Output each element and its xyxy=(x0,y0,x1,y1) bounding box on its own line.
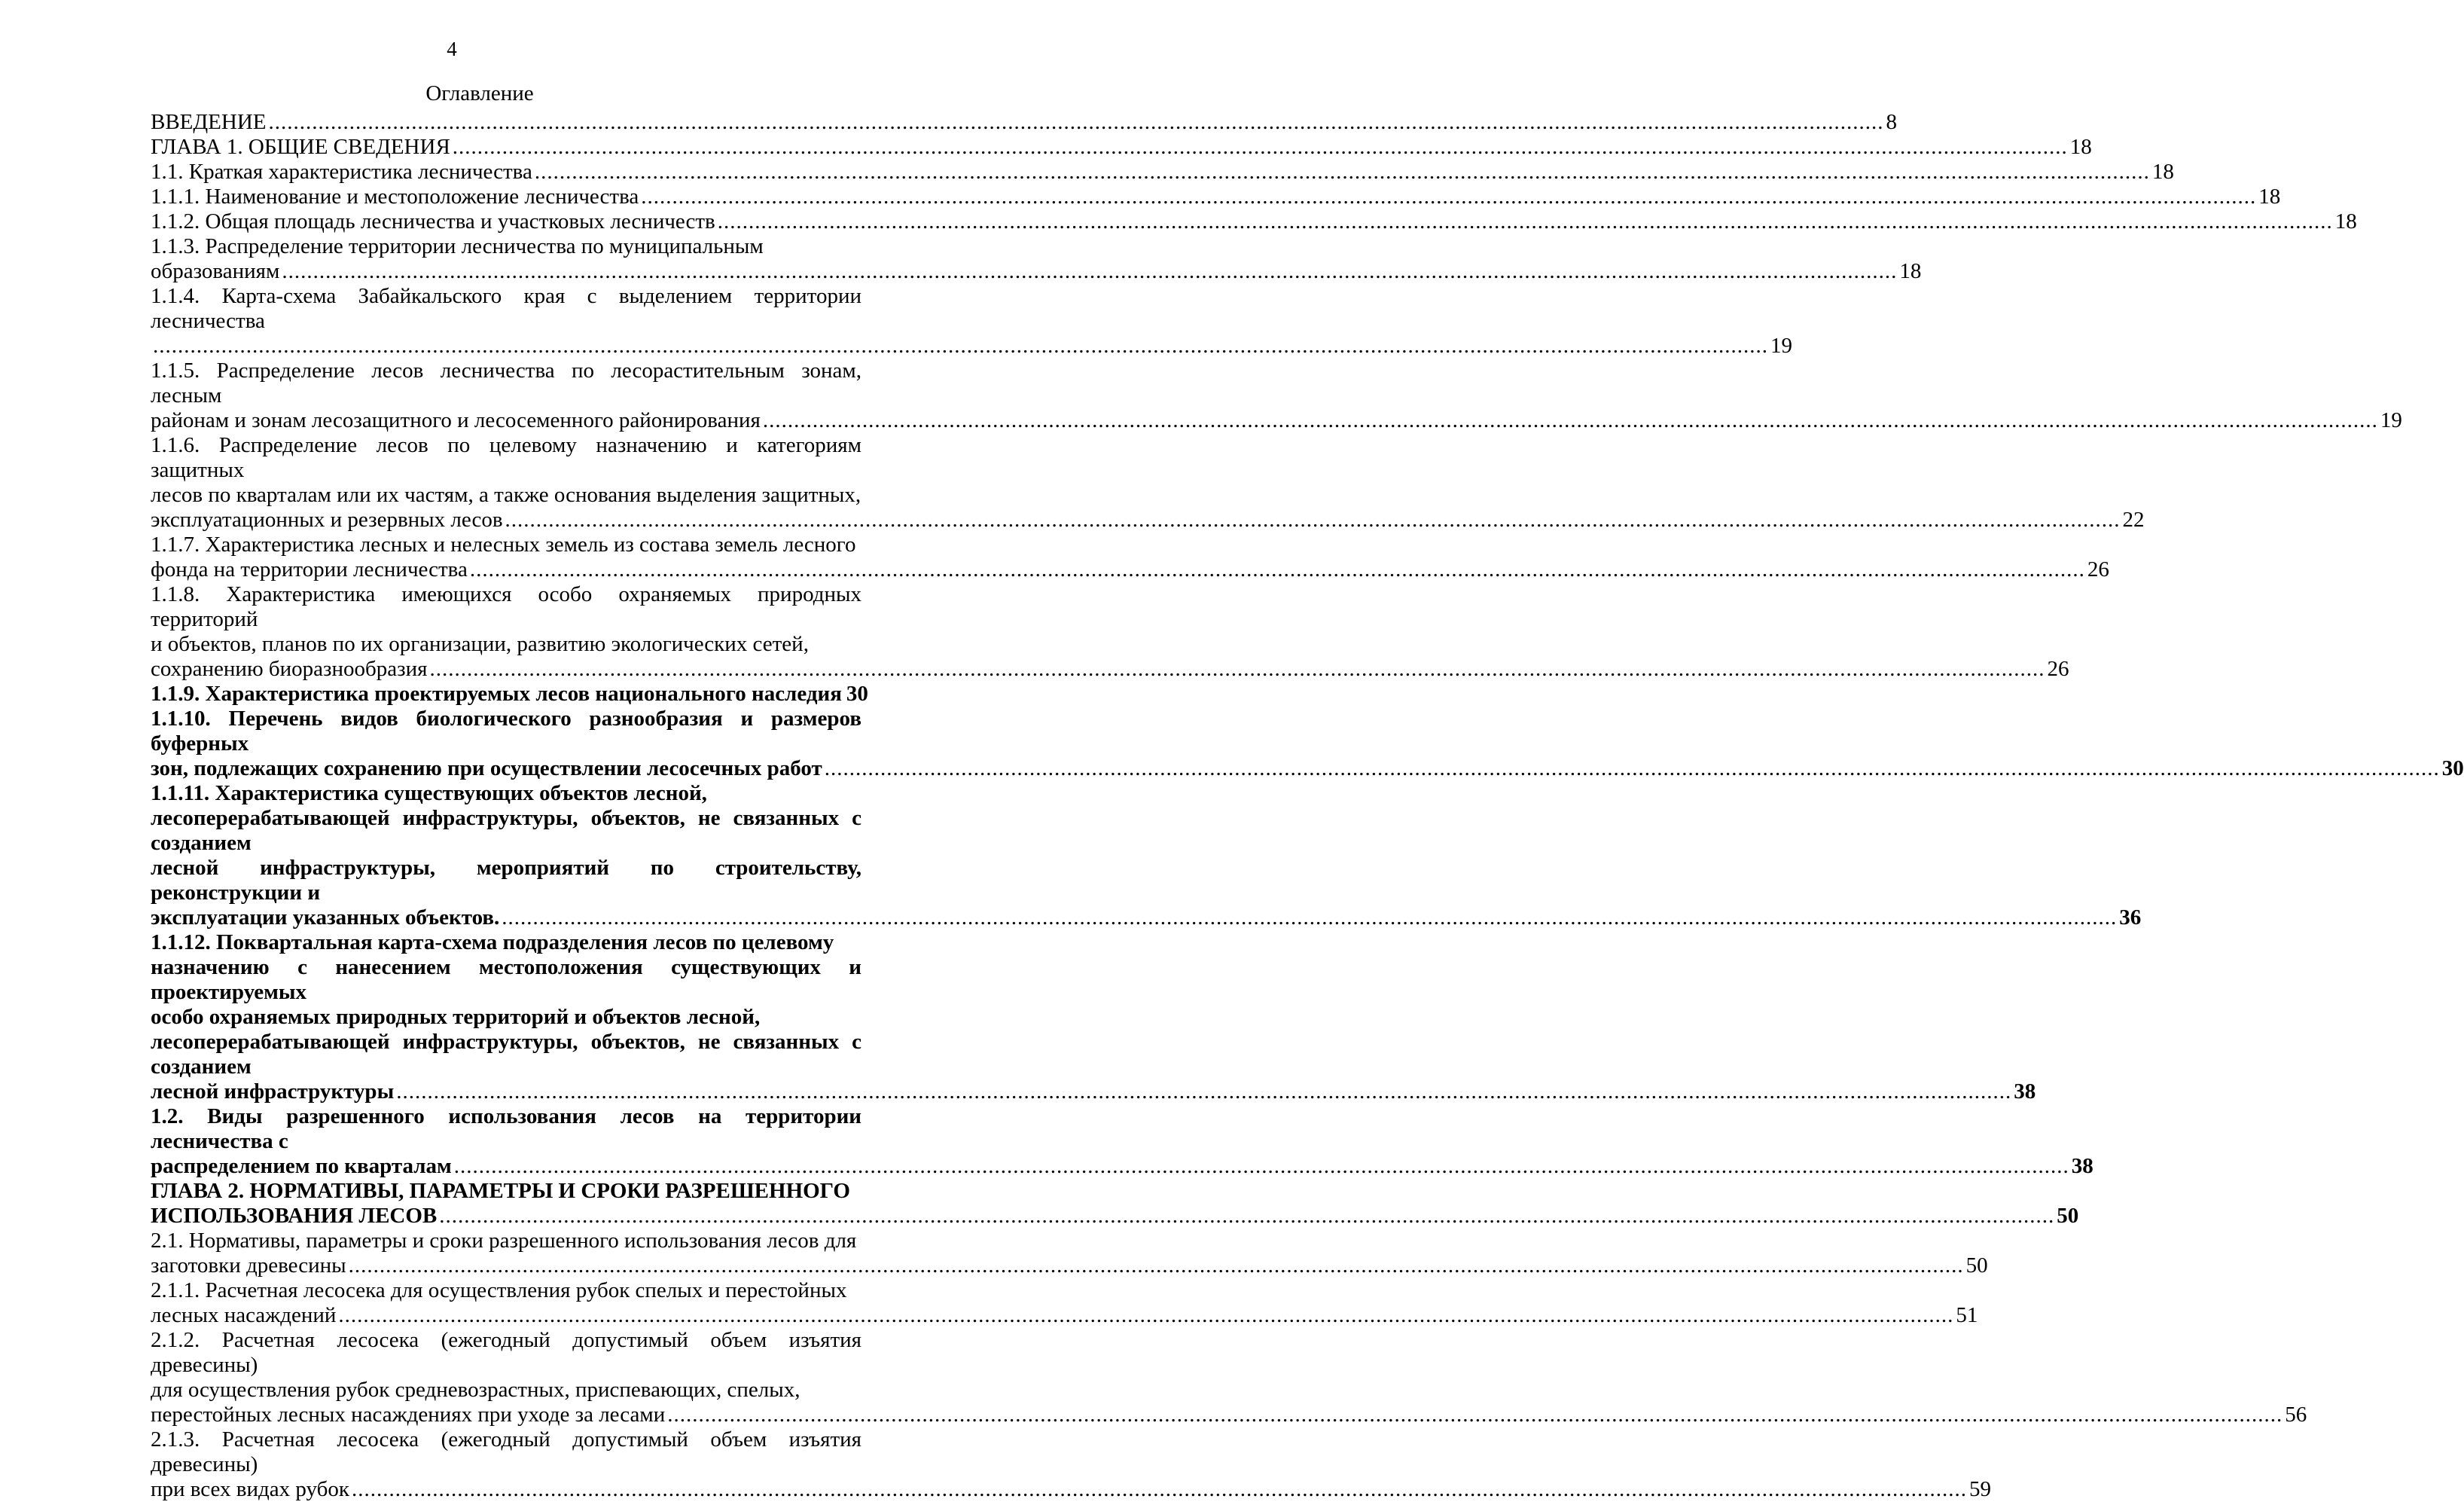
toc-entry-page: 22 xyxy=(2122,508,2145,532)
toc-entry-line: назначению с нанесением местоположения существующих и проектируемых xyxy=(151,955,861,1004)
toc-entry-title: сохранению биоразнообразия xyxy=(151,657,428,681)
toc-entry[interactable] xyxy=(151,284,1792,359)
leader-dots: .................................................................................................................................................................................................................................................................... xyxy=(534,160,2150,184)
toc-entry[interactable] xyxy=(151,234,1922,284)
toc-entry-title: ГЛАВА 1. ОБЩИЕ СВЕДЕНИЯ xyxy=(151,135,450,159)
toc-entry-title: ВВЕДЕНИЕ xyxy=(151,110,267,134)
toc-entry-line: 1.1.7. Характеристика лесных и нелесных земель из состава земель лесного xyxy=(151,533,856,557)
leader-dots: .................................................................................................................................................................................................................................................................... xyxy=(282,259,1898,283)
toc-entry-page: 50 xyxy=(1965,1253,1988,1278)
toc-entry[interactable] xyxy=(151,110,1897,135)
toc-entry-page: 38 xyxy=(2014,1079,2036,1104)
leader-dots: .................................................................................................................................................................................................................................................................... xyxy=(453,1154,2069,1178)
toc-entry[interactable] xyxy=(151,1229,1988,1278)
toc-entry-title: районам и зонам лесозащитного и лесосеменного районирования xyxy=(151,408,761,432)
toc-entry-last-line xyxy=(151,334,1792,359)
toc-entry-title: ИСПОЛЬЗОВАНИЯ ЛЕСОВ xyxy=(151,1204,438,1228)
toc-entry-last-line xyxy=(151,135,2092,160)
toc-entry-page: 19 xyxy=(1770,334,1792,358)
toc-entry[interactable] xyxy=(151,1278,1978,1328)
toc-entry[interactable] xyxy=(151,185,2281,209)
leader-dots: .................................................................................................................................................................................................................................................................... xyxy=(667,1403,2283,1427)
toc-entry[interactable] xyxy=(151,433,2145,533)
toc-entry-line: лесоперерабатывающей инфраструктуры, объектов, не связанных с созданием xyxy=(151,1030,861,1079)
toc-entry-last-line xyxy=(151,185,2281,209)
toc-entry-title: фонда на территории лесничества xyxy=(151,557,468,582)
toc-entry-last-line xyxy=(151,408,2402,433)
toc-entry-line: 2.1. Нормативы, параметры и сроки разрешенного использования лесов для xyxy=(151,1229,857,1253)
toc-entry-title: 1.1. Краткая характеристика лесничества xyxy=(151,160,532,184)
toc-entry-last-line xyxy=(151,756,2464,781)
toc-entry-page: 18 xyxy=(1899,259,1922,283)
leader-dots: .................................................................................................................................................................................................................................................................... xyxy=(824,756,2440,780)
leader-dots: .................................................................................................................................................................................................................................................................... xyxy=(338,1303,1954,1327)
toc-entry-last-line xyxy=(151,905,2142,930)
toc-entry-last-line xyxy=(151,682,868,707)
toc-entry-line: для осуществления рубок средневозрастных, приспевающих, спелых, xyxy=(151,1378,800,1402)
toc-entry-page: 51 xyxy=(1956,1303,1978,1327)
toc-entry-title: эксплуатационных и резервных лесов xyxy=(151,508,503,532)
toc-entry[interactable] xyxy=(151,1427,1991,1502)
toc-entry-line: 1.1.5. Распределение лесов лесничества по лесорастительным зонам, лесным xyxy=(151,359,861,408)
toc-entry-title: распределением по кварталам xyxy=(151,1154,452,1178)
toc-entry[interactable] xyxy=(151,135,2092,160)
toc-entry-last-line xyxy=(151,557,2109,582)
toc-entry[interactable] xyxy=(151,707,2464,781)
leader-dots: .................................................................................................................................................................................................................................................................... xyxy=(502,905,2118,930)
toc-entry-line: 1.1.11. Характеристика существующих объектов лесной, xyxy=(151,781,707,805)
toc-entry-title: 1.1.2. Общая площадь лесничества и участковых лесничеств xyxy=(151,209,715,234)
toc-entry-last-line xyxy=(151,1303,1978,1328)
leader-dots: .................................................................................................................................................................................................................................................................... xyxy=(439,1204,2055,1228)
toc-entry[interactable] xyxy=(151,533,2109,582)
toc-entry-title: образованиям xyxy=(151,259,280,283)
toc-entry-page: 19 xyxy=(2380,408,2402,432)
toc-entry-last-line xyxy=(151,209,2357,234)
toc-entry-title: эксплуатации указанных объектов. xyxy=(151,905,500,930)
toc-entry[interactable] xyxy=(151,359,2402,433)
toc-entry-page: 38 xyxy=(2071,1154,2093,1178)
toc-entry-line: 1.1.10. Перечень видов биологического разнообразия и размеров буферных xyxy=(151,707,861,756)
toc-entry-page: 18 xyxy=(2151,160,2174,184)
toc-entry-page: 26 xyxy=(2087,557,2109,582)
leader-dots: .................................................................................................................................................................................................................................................................... xyxy=(505,508,2121,532)
toc-entry-last-line xyxy=(151,160,2174,185)
leader-dots: .................................................................................................................................................................................................................................................................... xyxy=(452,135,2068,159)
toc-entry-page: 18 xyxy=(2258,185,2281,209)
toc-entry-line: лесоперерабатывающей инфраструктуры, объектов, не связанных с созданием xyxy=(151,806,861,855)
toc-entry[interactable] xyxy=(151,1328,2307,1427)
toc-entry-line: ГЛАВА 2. НОРМАТИВЫ, ПАРАМЕТРЫ И СРОКИ РАЗРЕШЕННОГО xyxy=(151,1179,850,1203)
toc-entry-line: лесной инфраструктуры, мероприятий по строительству, реконструкции и xyxy=(151,856,861,905)
toc-entry-title: при всех видах рубок xyxy=(151,1477,349,1501)
toc-entry[interactable] xyxy=(151,582,2069,682)
toc-entry-line: 1.1.4. Карта-схема Забайкальского края с выделением территории лесничества xyxy=(151,284,861,333)
toc-entry-page: 8 xyxy=(1886,110,1897,134)
toc-entry-last-line xyxy=(151,1079,2036,1104)
toc-entry-page: 59 xyxy=(1968,1477,1991,1501)
toc-entry-title: зон, подлежащих сохранению при осуществлении лесосечных работ xyxy=(151,756,822,780)
toc-entry[interactable] xyxy=(151,930,2036,1104)
toc-title: Оглавление xyxy=(425,81,534,105)
toc-entry[interactable] xyxy=(151,682,868,707)
toc-entry[interactable] xyxy=(151,160,2174,185)
toc-entry-line: 2.1.1. Расчетная лесосека для осуществления рубок спелых и перестойных xyxy=(151,1278,847,1302)
toc-entry-last-line xyxy=(151,1204,2079,1229)
toc-entry-line: 1.1.8. Характеристика имеющихся особо охраняемых природных территорий xyxy=(151,582,861,631)
toc-entry[interactable] xyxy=(151,1104,2093,1179)
toc-entry[interactable] xyxy=(151,781,2142,930)
toc-entry-title: лесных насаждений xyxy=(151,1303,337,1327)
toc-entry-line: 1.1.6. Распределение лесов по целевому назначению и категориям защитных xyxy=(151,433,861,482)
toc-entry-page: 18 xyxy=(2334,209,2357,234)
toc-entry-line: 1.2. Виды разрешенного использования лесов на территории лесничества с xyxy=(151,1104,861,1153)
page-number: 4 xyxy=(447,38,457,60)
table-of-contents xyxy=(151,110,2464,1502)
toc-entry[interactable] xyxy=(151,209,2357,234)
toc-entry-page: 50 xyxy=(2057,1204,2079,1228)
toc-entry-title: 1.1.9. Характеристика проектируемых лесов национального наследия xyxy=(151,682,842,706)
leader-dots: .................................................................................................................................................................................................................................................................... xyxy=(268,110,1884,134)
toc-entry-title: перестойных лесных насаждениях при уходе за лесами xyxy=(151,1403,666,1427)
toc-entry-page: 30 xyxy=(2441,756,2464,780)
toc-entry-last-line xyxy=(151,1154,2093,1179)
toc-entry-line: 1.1.3. Распределение территории лесничества по муниципальным xyxy=(151,234,764,258)
toc-entry-last-line xyxy=(151,508,2145,533)
toc-entry-page: 18 xyxy=(2069,135,2092,159)
toc-entry-line: особо охраняемых природных территорий и объектов лесной, xyxy=(151,1005,761,1029)
leader-dots: .................................................................................................................................................................................................................................................................... xyxy=(641,185,2257,209)
leader-dots: .................................................................................................................................................................................................................................................................... xyxy=(429,657,2045,681)
toc-entry-last-line xyxy=(151,259,1922,284)
toc-entry-title: заготовки древесины xyxy=(151,1253,346,1278)
toc-entry-last-line xyxy=(151,657,2069,682)
toc-entry-page: 26 xyxy=(2047,657,2069,681)
leader-dots: .................................................................................................................................................................................................................................................................... xyxy=(348,1253,1964,1278)
toc-entry-last-line xyxy=(151,1253,1988,1278)
toc-entry-last-line xyxy=(151,110,1897,135)
leader-dots: .................................................................................................................................................................................................................................................................... xyxy=(351,1477,1967,1501)
toc-entry-page: 36 xyxy=(2119,905,2142,930)
leader-dots: .................................................................................................................................................................................................................................................................... xyxy=(717,209,2333,234)
toc-entry-line: и объектов, планов по их организации, развитию экологических сетей, xyxy=(151,632,809,656)
toc-entry-last-line xyxy=(151,1403,2307,1427)
toc-entry-title: 1.1.1. Наименование и местоположение лесничества xyxy=(151,185,639,209)
leader-dots: .................................................................................................................................................................................................................................................................... xyxy=(469,557,2085,582)
leader-dots: .................................................................................................................................................................................................................................................................... xyxy=(396,1079,2012,1104)
toc-entry[interactable] xyxy=(151,1179,2079,1229)
toc-entry-line: 2.1.2. Расчетная лесосека (ежегодный допустимый объем изъятия древесины) xyxy=(151,1328,861,1377)
toc-entry-line: 1.1.12. Поквартальная карта-схема подразделения лесов по целевому xyxy=(151,930,834,954)
toc-entry-title: лесной инфраструктуры xyxy=(151,1079,395,1104)
leader-dots: .................................................................................................................................................................................................................................................................... xyxy=(153,334,1768,358)
toc-entry-line: 2.1.3. Расчетная лесосека (ежегодный допустимый объем изъятия древесины) xyxy=(151,1427,861,1476)
toc-entry-line: лесов по кварталам или их частям, а также основания выделения защитных, xyxy=(151,483,861,507)
toc-entry-page: 30 xyxy=(846,682,868,706)
leader-dots: .................................................................................................................................................................................................................................................................... xyxy=(762,408,2378,432)
toc-entry-page: 56 xyxy=(2285,1403,2307,1427)
toc-entry-last-line xyxy=(151,1477,1991,1502)
